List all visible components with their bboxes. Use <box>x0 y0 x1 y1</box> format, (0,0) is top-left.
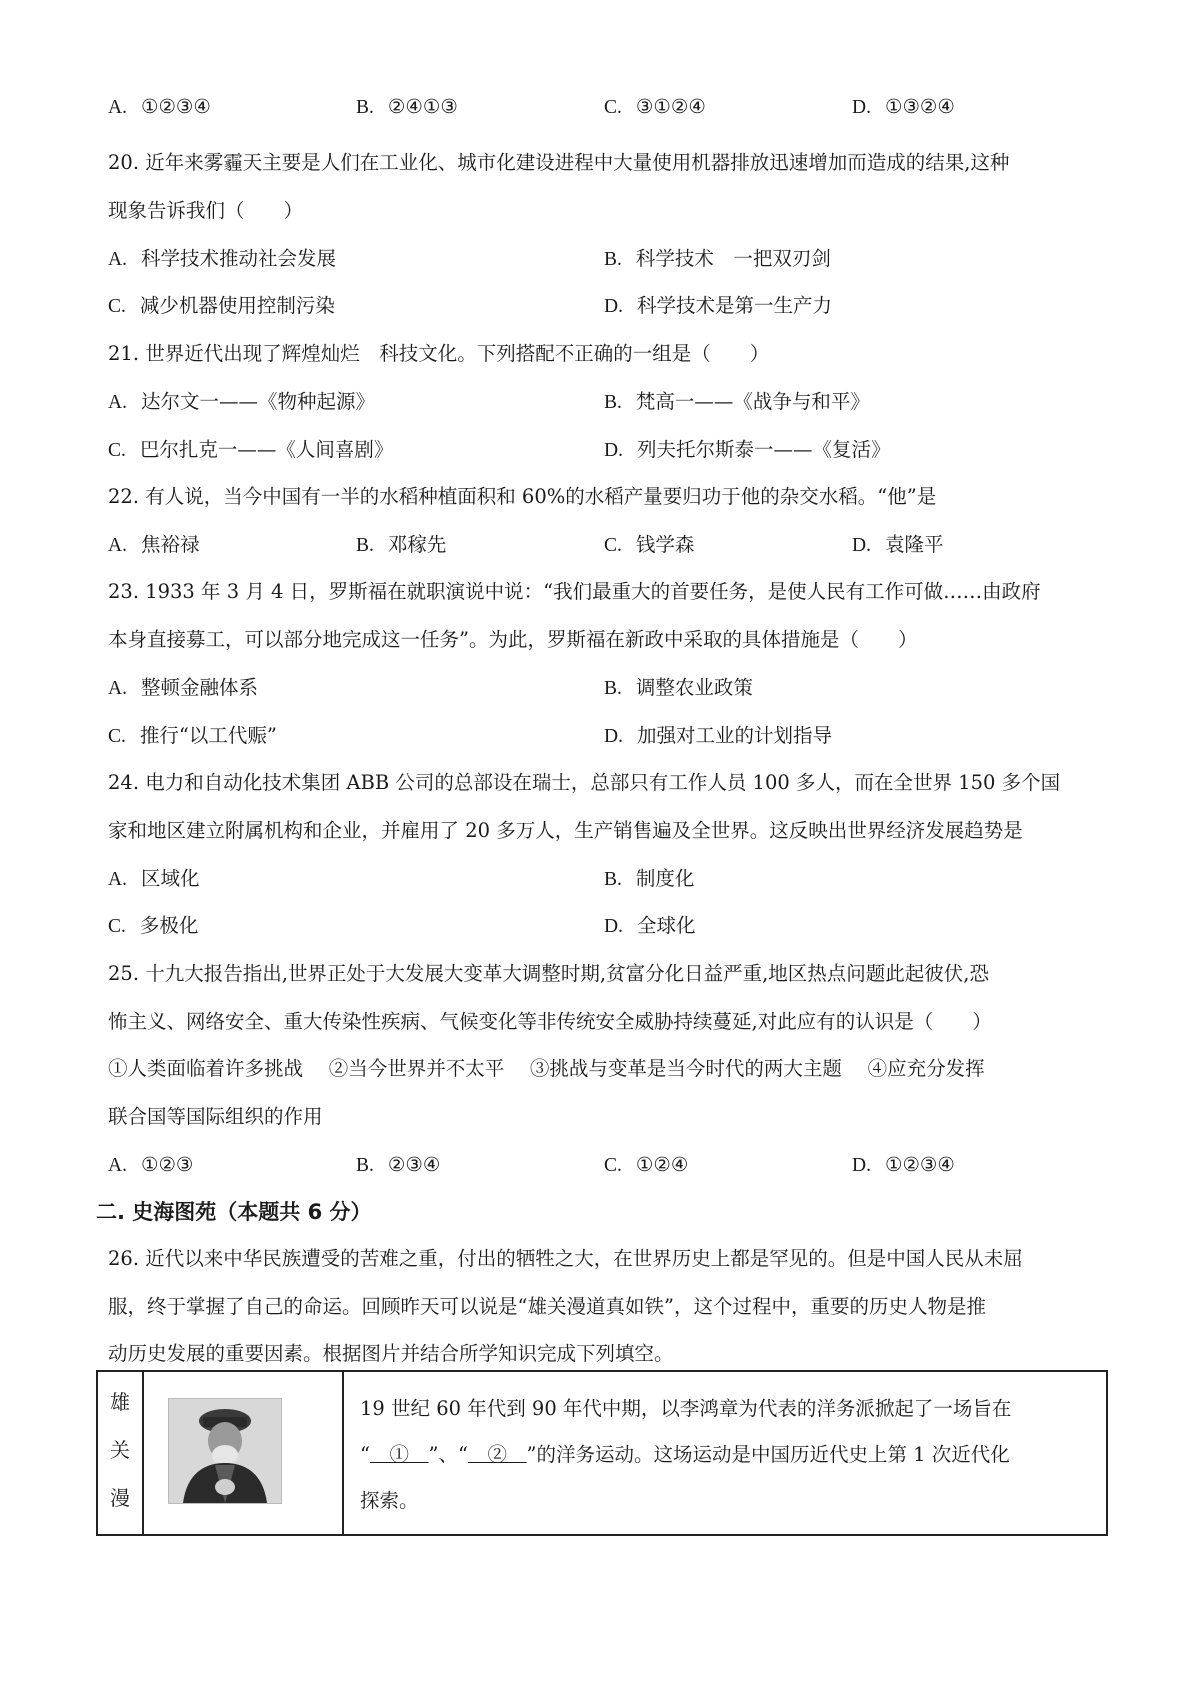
portrait-image <box>168 1398 282 1504</box>
table-row <box>97 1371 1107 1535</box>
q23-option-c[interactable]: C. 推行“以工代赈” <box>108 724 277 747</box>
q22-option-a[interactable]: A. 焦裕禄 <box>108 533 200 556</box>
q20-stem-line2: 现象告诉我们（ ） <box>108 199 304 222</box>
quote-open: “ <box>360 1443 370 1466</box>
q19-option-b[interactable]: B. ②④①③ <box>356 95 458 118</box>
portrait-figure <box>169 1399 281 1503</box>
vertical-label-char: 漫 <box>110 1486 130 1510</box>
history-table <box>96 1370 1108 1536</box>
q23-stem-line2: 本身直接募工，可以部分地完成这一任务”。为此，罗斯福在新政中采取的具体措施是（ ） <box>108 628 918 651</box>
q20-option-a[interactable]: A. 科学技术推动社会发展 <box>108 247 336 270</box>
quote-mid: ”、“ <box>428 1443 468 1466</box>
q24-stem-line1: 24. 电力和自动化技术集团 ABB 公司的总部设在瑞士，总部只有工作人员 100 多人，而在全世界 150 多个国 <box>108 771 1061 794</box>
q20-option-c[interactable]: C. 减少机器使用控制污染 <box>108 294 335 317</box>
q24-stem-line2: 家和地区建立附属机构和企业，并雇用了 20 多万人，生产销售遍及全世界。这反映出世界经济发展趋势是 <box>108 819 1023 842</box>
q23-option-b[interactable]: B. 调整农业政策 <box>604 676 753 699</box>
q19-option-d[interactable]: D. ①③②④ <box>852 95 955 118</box>
q21-option-d[interactable]: D. 列夫托尔斯泰一——《复活》 <box>604 438 891 461</box>
q25-stem-line4: 联合国等国际组织的作用 <box>108 1105 323 1128</box>
q23-option-d[interactable]: D. 加强对工业的计划指导 <box>604 724 832 747</box>
q25-stem-line3: ①人类面临着许多挑战 ②当今世界并不太平 ③挑战与变革是当今时代的两大主题 ④应充分发挥 <box>108 1057 985 1080</box>
q26-stem-line3: 动历史发展的重要因素。根据图片并结合所学知识完成下列填空。 <box>108 1342 674 1365</box>
q22-option-b[interactable]: B. 邓稼先 <box>356 533 447 556</box>
section-title: 二. 史海图苑（本题共 6 分） <box>96 1200 372 1224</box>
description-line1: 19 世纪 60 年代到 90 年代中期，以李鸿章为代表的洋务派掀起了一场旨在 <box>360 1397 1012 1420</box>
q25-option-d[interactable]: D. ①②③④ <box>852 1153 955 1176</box>
q23-stem-line1: 23. 1933 年 3 月 4 日，罗斯福在就职演说中说：“我们最重大的首要任务，是使人民有工作可做……由政府 <box>108 580 1041 603</box>
q21-option-b[interactable]: B. 梵高一——《战争与和平》 <box>604 390 870 413</box>
q19-option-c[interactable]: C. ③①②④ <box>604 95 706 118</box>
vertical-label-char: 关 <box>110 1438 130 1462</box>
q22-stem-line1: 22. 有人说，当今中国有一半的水稻种植面积和 60%的水稻产量要归功于他的杂交水稻。“他”是 <box>108 485 937 508</box>
q24-option-b[interactable]: B. 制度化 <box>604 867 695 890</box>
vertical-label-char: 雄 <box>110 1390 130 1414</box>
q25-stem-line2: 怖主义、网络安全、重大传染性疾病、气候变化等非传统安全威胁持续蔓延,对此应有的认识是（ ） <box>108 1010 992 1033</box>
q24-option-d[interactable]: D. 全球化 <box>604 914 696 937</box>
q19-option-a[interactable]: A. ①②③④ <box>108 95 211 118</box>
q20-option-b[interactable]: B. 科学技术 一把双刃剑 <box>604 247 831 270</box>
q20-stem-line1: 20. 近年来雾霾天主要是人们在工业化、城市化建设进程中大量使用机器排放迅速增加而造成的结果,这种 <box>108 151 1010 174</box>
q22-option-c[interactable]: C. 钱学森 <box>604 533 695 556</box>
description-line3: 探索。 <box>360 1489 419 1512</box>
q21-stem-line1: 21. 世界近代出现了辉煌灿烂 科技文化。下列搭配不正确的一组是（ ） <box>108 342 770 365</box>
description-cell <box>343 1371 1107 1535</box>
q25-option-c[interactable]: C. ①②④ <box>604 1153 689 1176</box>
vertical-label-cell <box>97 1371 143 1535</box>
q20-option-d[interactable]: D. 科学技术是第一生产力 <box>604 294 832 317</box>
q25-stem-line1: 25. 十九大报告指出,世界正处于大发展大变革大调整时期,贫富分化日益严重,地区热点问题此起彼伏,恐 <box>108 962 990 985</box>
description-line2 <box>360 1432 1088 1478</box>
blank-2[interactable]: ② <box>467 1443 527 1466</box>
q24-option-c[interactable]: C. 多极化 <box>108 914 199 937</box>
q25-option-b[interactable]: B. ②③④ <box>356 1153 441 1176</box>
quote-close: ”的洋务运动。这场运动是中国历近代史上第 1 次近代化 <box>526 1443 1010 1466</box>
portrait-cell <box>143 1371 343 1535</box>
q22-option-d[interactable]: D. 袁隆平 <box>852 533 944 556</box>
q25-option-a[interactable]: A. ①②③ <box>108 1153 194 1176</box>
q23-option-a[interactable]: A. 整顿金融体系 <box>108 676 258 699</box>
blank-1[interactable]: ① <box>369 1443 429 1466</box>
q24-option-a[interactable]: A. 区域化 <box>108 867 200 890</box>
q26-stem-line1: 26. 近代以来中华民族遭受的苦难之重，付出的牺牲之大，在世界历史上都是罕见的。但是中国人民从未屈 <box>108 1247 1023 1270</box>
q26-stem-line2: 服，终于掌握了自己的命运。回顾昨天可以说是“雄关漫道真如铁”，这个过程中，重要的历史人物是推 <box>108 1295 986 1318</box>
q21-option-a[interactable]: A. 达尔文一——《物种起源》 <box>108 390 375 413</box>
q21-option-c[interactable]: C. 巴尔扎克一——《人间喜剧》 <box>108 438 394 461</box>
